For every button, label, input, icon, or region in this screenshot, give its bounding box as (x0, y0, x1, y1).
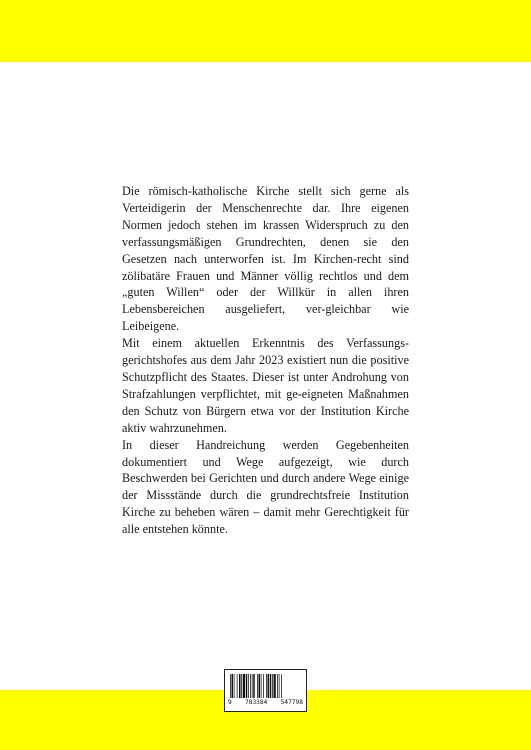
barcode-stripe (263, 674, 264, 698)
barcode-stripe (279, 674, 280, 698)
barcode-stripe (274, 674, 276, 698)
barcode-stripe (234, 674, 235, 698)
barcode-stripe (250, 674, 251, 698)
barcode-stripe (252, 674, 253, 698)
barcode-stripe (277, 674, 278, 698)
barcode-digit-group-left: 783384 (245, 699, 268, 706)
barcode-stripe (243, 674, 245, 698)
back-cover-text (122, 183, 409, 538)
top-yellow-band (0, 0, 531, 62)
barcode-stripe (253, 674, 255, 698)
barcode-stripe (232, 674, 234, 698)
paragraph-court-ruling: Mit einem aktuellen Erkenntnis des Verfassungs-gerichtshofes aus dem Jahr 2023 existiert nun die positive Schutzpflicht des Staates. Dieser ist unter Androhung von Strafzahlungen verpflichtet, mit ge-eigneten Maßnahmen den Schutz von Bürgern etwa vor der Institution Kirche aktiv wahrzunehmen. (122, 336, 409, 435)
barcode-digits (228, 699, 303, 707)
paragraph-intro: Die römisch-katholische Kirche stellt sich gerne als Verteidigerin der Menschenrechte dar. Ihre eigenen Normen jedoch stehen im krassen Widerspruch zu den verfassungsmäßigen Grundrechten, denen sie den Gesetzen nach unterworfen ist. Im Kirchen-recht sind zölibatäre Frauen und Männer völlig rechtlos und dem „guten Willen“ oder der Willkür in allen ihren Lebensbereichen ausgeliefert, ver-gleichbar wie Leibeigene. (122, 184, 409, 334)
barcode-bars (230, 674, 301, 698)
barcode-stripe (241, 674, 242, 698)
barcode-stripe (230, 674, 231, 698)
barcode-stripe (259, 674, 261, 698)
barcode-stripe (272, 674, 273, 698)
barcode-stripe (268, 674, 270, 698)
barcode-stripe (246, 674, 248, 698)
barcode-stripe (270, 674, 272, 698)
paragraph-purpose: In dieser Handreichung werden Gegebenheiten dokumentiert und Wege aufgezeigt, wie durch Beschwerden bei Gerichten und durch andere Wege einige der Missstände durch die grundrechtsfreie Institution Kirche zu beheben wären – damit mehr Gerechtigkeit für alle entstehen könnte. (122, 437, 409, 537)
barcode-stripe (261, 674, 262, 698)
barcode-stripe (257, 674, 258, 698)
barcode-digit-first: 9 (228, 699, 232, 706)
barcode-stripe (239, 674, 241, 698)
barcode-stripe (266, 674, 267, 698)
isbn-barcode (224, 669, 307, 712)
barcode-stripe (237, 674, 238, 698)
barcode-digit-group-right: 547798 (280, 699, 303, 706)
barcode-stripe (281, 674, 282, 698)
barcode-stripe (248, 674, 249, 698)
